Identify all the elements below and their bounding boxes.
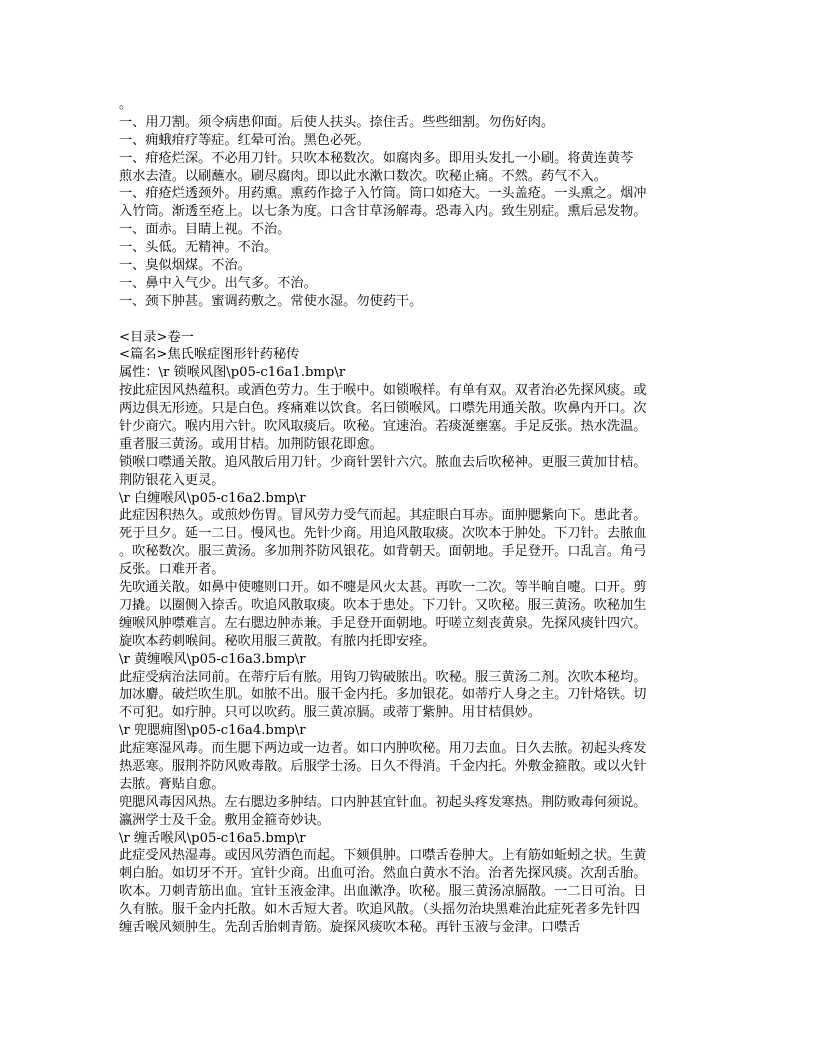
text-line: 针少商穴。喉内用六针。吹风取痰后。吹秘。宜速治。若痰涎壅塞。手足反张。热水洗温。	[119, 419, 647, 435]
figure-reference: \r 缠舌喉风\p05-c16a5.bmp\r	[119, 830, 306, 846]
text-line: 加冰麝。破烂吹生肌。如脓不出。服千金内托。多加银花。如蒂疔人身之主。刀针烙铁。切	[119, 687, 647, 703]
text-line: 一、痈蛾疳疗等症。红晕可治。黑色必死。	[119, 132, 370, 148]
text-line: 。吹秘数次。服三黄汤。多加荆芥防风银花。如背朝天。面朝地。手足登开。口乱言。角弓	[119, 544, 647, 560]
text-line: 两边俱无形迹。只是白色。疼痛难以饮食。名曰锁喉风。口噤先用通关散。吹鼻内开口。次	[119, 401, 647, 417]
text-line: 煎水去渣。以刷蘸水。刷尽腐肉。即以此水漱口数次。吹秘止痛。不然。药气不入。	[119, 168, 607, 184]
chapter-title: <篇名>焦氏喉症图形针药秘传	[119, 347, 300, 363]
text-line: 刀撬。以圈侧入捺舌。吹追风散取痰。吹本于患处。下刀针。又吹秘。服三黄汤。吹秘加生	[119, 597, 647, 613]
text-line: 去脓。膏贴自愈。	[119, 776, 225, 792]
attribute-line: 属性：\r 锁喉风图\p05-c16a1.bmp\r	[119, 365, 346, 381]
figure-reference: \r 黄缠喉风\p05-c16a3.bmp\r	[119, 651, 306, 667]
verse-line: 缠喉风肿噤难言。左右腮边肿赤兼。手足登开面朝地。吁嗟立刻丧黄泉。先探风痰针四穴。	[119, 615, 647, 631]
text-line: 刺白胎。如切牙不开。宜针少商。出血可治。然血白黄水不治。治者先探风痰。次刮舌胎。	[119, 866, 647, 882]
text-line: 久有脓。服千金内托散。如木舌短大者。吹追风散。（头摇勿治块黑难治此症死者多先针四	[119, 902, 640, 918]
text-line: 入竹筒。渐透至疮上。以七条为度。口含甘草汤解毒。恐毒入内。致生别症。熏后忌发物。	[119, 204, 647, 220]
text-line: 一、臭似烟煤。不治。	[119, 258, 251, 274]
text-line: 一、颈下肿甚。蜜调药敷之。常使水湿。勿使药干。	[119, 293, 423, 309]
text-line: 一、疳疮烂透颈外。用药熏。熏药作捻子入竹筒。筒口如疮大。一头盖疮。一头熏之。烟冲	[119, 186, 647, 202]
text-line: 反张。口难开者。	[119, 562, 225, 578]
text-line: 一、用刀割。须令病患仰面。后使人扶头。捺住舌。些些细割。勿伤好肉。	[119, 114, 555, 130]
text-line: 热恶寒。服荆芥防风败毒散。后服学士汤。日久不得消。千金内托。外敷金箍散。或以火针	[119, 758, 647, 774]
text-line: 一、头低。无精神。不治。	[119, 240, 278, 256]
text-line: 不可犯。如疔肿。只可以吹药。服三黄凉膈。或蒂丁紫肿。用甘桔俱妙。	[119, 705, 541, 721]
text-line: 死于旦夕。延一二日。慢风也。先针少商。用追风散取痰。次吹本于肿处。下刀针。去脓血	[119, 526, 647, 542]
document-page	[119, 96, 701, 937]
text-line: 先吹通关散。如鼻中使嚏则口开。如不嚏是风火太甚。再吹一二次。等半晌自嚏。口开。剪	[119, 580, 647, 596]
verse-line: 瀛洲学士及千金。敷用金箍奇妙诀。	[119, 812, 330, 828]
text-line: 此症寒湿风毒。而生腮下两边或一边者。如口内肿吹秘。用刀去血。日久去脓。初起头疼发	[119, 741, 647, 757]
text-line: 此症因积热久。或煎炒伤胃。冒风劳力受气而起。其症眼白耳赤。面肿腮紫向下。患此者。	[119, 508, 647, 524]
text-line: 吹本。刀刺青筋出血。宜针玉液金津。出血漱净。吹秘。服三黄汤凉膈散。一二日可治。日	[119, 884, 647, 900]
text-line: 按此症因风热蕴积。或酒色劳力。生于喉中。如锁喉样。有单有双。双者治必先探风痰。或	[119, 383, 647, 399]
verse-line: 锁喉口噤通关散。追风散后用刀针。少商针罢针六穴。脓血去后吹秘神。更服三黄加甘桔。	[119, 454, 647, 470]
verse-line: 兜腮风毒因风热。左右腮边多肿结。口内肿甚宜针血。初起头疼发寒热。荆防败毒何须说。	[119, 794, 647, 810]
catalog-heading: <目录>卷一	[119, 329, 194, 345]
verse-line: 荆防银花入更灵。	[119, 472, 225, 488]
text-line: 此症受病治法同前。在蒂疔后有脓。用钩刀钩破脓出。吹秘。服三黄汤二剂。次吹本秘均。	[119, 669, 647, 685]
text-line: 一、鼻中入气少。出气多。不治。	[119, 275, 317, 291]
text-line: 重者服三黄汤。或用甘桔。加荆防银花即愈。	[119, 436, 383, 452]
figure-reference: \r 白缠喉风\p05-c16a2.bmp\r	[119, 490, 306, 506]
text-line: 一、面赤。目睛上视。不治。	[119, 222, 291, 238]
text-line: 此症受风热湿毒。或因风劳酒色而起。下颏俱肿。口噤舌卷肿大。上有筋如蚯蚓之状。生黄	[119, 848, 647, 864]
verse-line: 缠舌喉风颏肿生。先刮舌胎刺青筋。旋探风痰吹本秘。再针玉液与金津。口噤舌	[119, 919, 581, 935]
verse-line: 旋吹本药刺喉间。秘吹用服三黄散。有脓内托即安痊。	[119, 633, 436, 649]
text-line: 。	[119, 97, 133, 112]
figure-reference: \r 兜腮痈图\p05-c16a4.bmp\r	[119, 723, 306, 739]
text-line: 一、疳疮烂深。不必用刀针。只吹本秘数次。如腐肉多。即用头发扎一小刷。将黄连黄芩	[119, 150, 634, 166]
blank-line	[119, 311, 701, 329]
